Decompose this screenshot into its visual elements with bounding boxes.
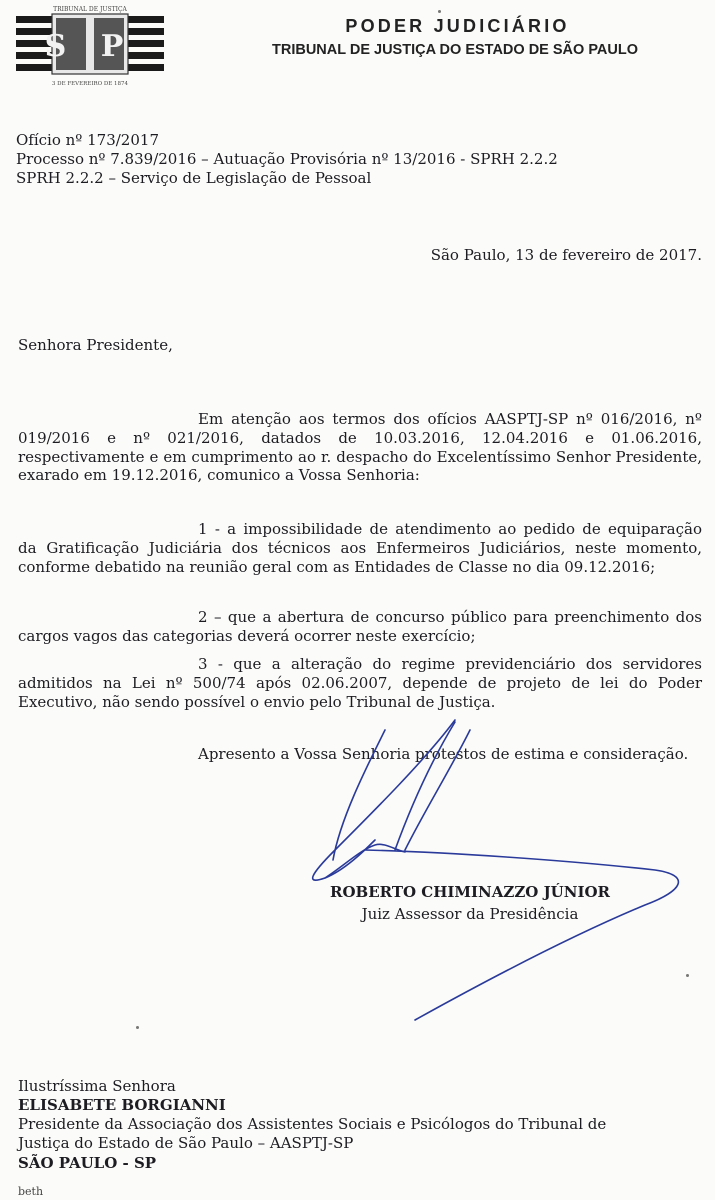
signatory-role: Juiz Assessor da Presidência (361, 905, 579, 923)
processo-line: Processo nº 7.839/2016 – Autuação Provisória nº 13/2016 - SPRH 2.2.2 (16, 150, 558, 168)
date-line: São Paulo, 13 de fevereiro de 2017. (430, 246, 702, 264)
emblem-letters: S P (44, 29, 136, 64)
body-paragraph-4: 3 - que a alteração do regime previdenciário dos servidores admitidos na Lei nº 500/74 após 02.06.2007, depende de projeto de lei do Poder Executivo, não sendo possível o envio pelo Tribunal de Justiça. (18, 655, 702, 711)
body-paragraph-1: Em atenção aos termos dos ofícios AASPTJ-SP nº 016/2016, nº 019/2016 e nº 021/2016, datados de 10.03.2016, 12.04.2016 e 01.06.2016, respectivamente e em cumprimento ao r. despacho do Excelentíssimo Senhor Presidente, exarado em 19.12.2016, comunico a Vossa Senhoria: (18, 410, 702, 485)
addressee-greeting: Ilustríssima Senhora (18, 1077, 176, 1095)
letterhead-title: PODER JUDICIÁRIO (345, 16, 570, 36)
scan-speck (438, 10, 441, 13)
body-paragraph-3: 2 – que a abertura de concurso público para preenchimento dos cargos vagos das categorias deverá ocorrer neste exercício; (18, 608, 702, 645)
body-paragraph-5: Apresento a Vossa Senhoria protestos de estima e consideração. (198, 745, 689, 763)
emblem-top-text: TRIBUNAL DE JUSTIÇA (53, 6, 127, 13)
scan-speck (686, 974, 689, 977)
addressee-title-line-1: Presidente da Associação dos Assistentes Sociais e Psicólogos do Tribunal de (18, 1115, 607, 1133)
addressee-name: ELISABETE BORGIANNI (18, 1096, 226, 1114)
body-paragraph-2: 1 - a impossibilidade de atendimento ao pedido de equiparação da Gratificação Judiciária dos técnicos aos Enfermeiros Judiciários, neste momento, conforme debatido na reunião geral com as Entidades de Classe no dia 09.12.2016; (18, 520, 702, 576)
servico-line: SPRH 2.2.2 – Serviço de Legislação de Pessoal (16, 169, 372, 187)
salutation: Senhora Presidente, (18, 336, 173, 354)
handwritten-signature (305, 700, 695, 1034)
footer-initials: beth (18, 1185, 44, 1198)
letterhead-subtitle: TRIBUNAL DE JUSTIÇA DO ESTADO DE SÃO PAULO (271, 42, 638, 58)
oficio-number: Ofício nº 173/2017 (16, 131, 159, 149)
emblem-bottom-text: 3 DE FEVEREIRO DE 1874 (51, 81, 129, 87)
addressee-title-line-2: Justiça do Estado de São Paulo – AASPTJ-SP (18, 1134, 354, 1152)
signatory-name: ROBERTO CHIMINAZZO JÚNIOR (329, 883, 611, 901)
court-emblem (14, 2, 166, 92)
addressee-city: SÃO PAULO - SP (18, 1154, 157, 1172)
scan-speck (136, 1026, 139, 1029)
